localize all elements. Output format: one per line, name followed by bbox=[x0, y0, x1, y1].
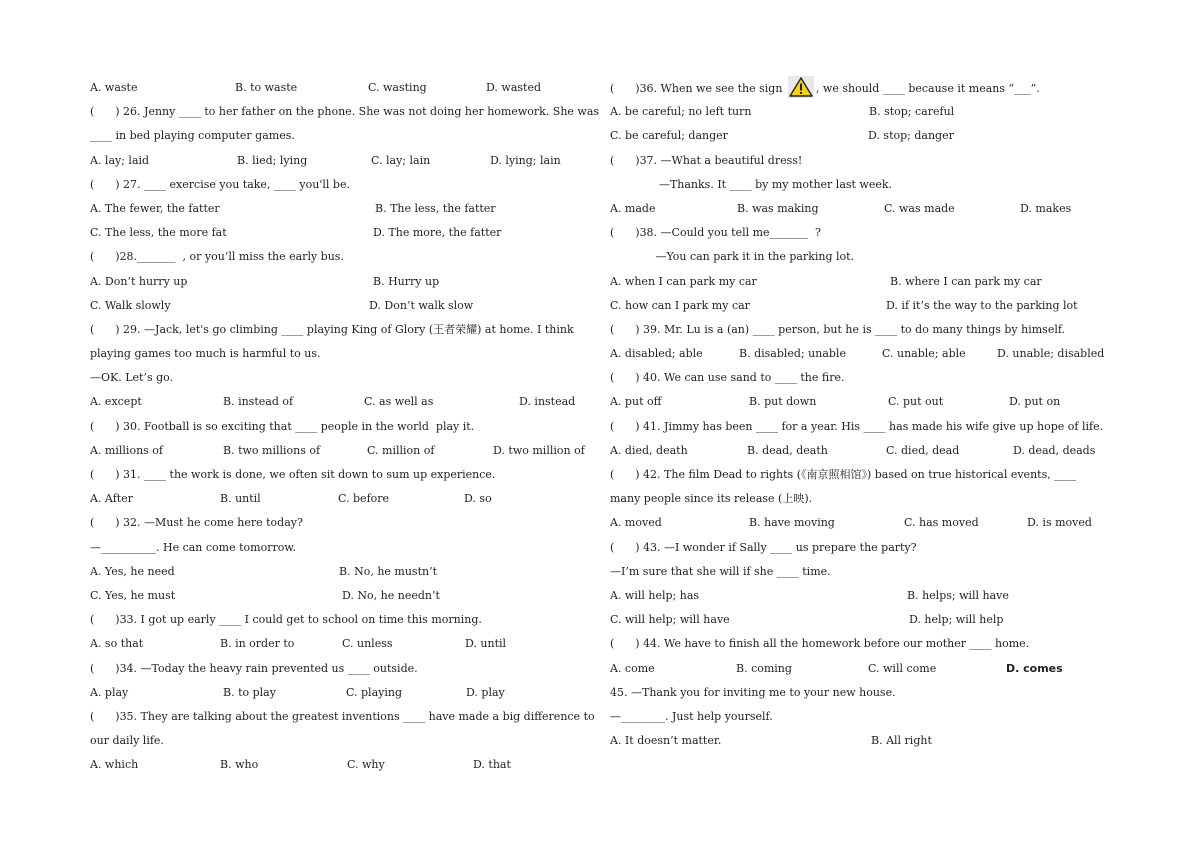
answer-option: B. All right bbox=[871, 734, 932, 748]
answer-options-row bbox=[90, 681, 590, 705]
answer-option: B. disabled; unable bbox=[739, 347, 846, 361]
answer-option: B. Hurry up bbox=[373, 274, 440, 288]
answer-option: A. be careful; no left turn bbox=[610, 105, 752, 119]
answer-option: C. playing bbox=[346, 685, 402, 699]
answer-option: A. made bbox=[610, 201, 656, 215]
answer-option: C. how can I park my car bbox=[610, 298, 750, 312]
answer-option: A. play bbox=[90, 685, 129, 699]
question-line: —OK. Let’s go. bbox=[90, 371, 174, 385]
question-line-with-sign bbox=[610, 76, 1110, 100]
answer-option: C. The less, the more fat bbox=[90, 226, 227, 240]
answer-option: A. died, death bbox=[610, 443, 688, 457]
answer-options-row bbox=[610, 197, 1110, 221]
answer-option: D. until bbox=[465, 637, 507, 651]
question-line: ( ) 32. —Must he come here today? bbox=[90, 516, 303, 530]
answer-option: D. stop; danger bbox=[868, 129, 954, 143]
question-line: ( )33. I got up early ____ I could get to school on time this morning. bbox=[90, 613, 482, 627]
answer-option: A. put off bbox=[610, 395, 662, 409]
answer-option: A. disabled; able bbox=[610, 347, 703, 361]
question-line: ( ) 44. We have to finish all the homework before our mother ____ home. bbox=[610, 637, 1030, 651]
answer-options-row bbox=[90, 294, 590, 318]
question-text: ( )36. When we see the sign bbox=[610, 82, 786, 95]
answer-options-row bbox=[610, 729, 1110, 753]
answer-options-row bbox=[90, 753, 590, 777]
answer-option: D. lying; lain bbox=[490, 153, 561, 167]
answer-option: C. Walk slowly bbox=[90, 298, 171, 312]
answer-option: B. to play bbox=[223, 685, 276, 699]
question-text: , we should ____ because it means “___”. bbox=[815, 82, 1040, 95]
answer-options-row bbox=[90, 149, 590, 173]
answer-option: B. put down bbox=[749, 395, 817, 409]
question-line: ( ) 29. —Jack, let's go climbing ____ playing King of Glory (王者荣耀) at home. I think bbox=[90, 322, 574, 336]
answer-option: A. when I can park my car bbox=[610, 274, 757, 288]
answer-option: D. unable; disabled bbox=[997, 347, 1105, 361]
answer-option: D. instead bbox=[519, 395, 576, 409]
answer-options-row bbox=[610, 511, 1110, 535]
answer-option: C. unable; able bbox=[882, 347, 966, 361]
answer-option: D. makes bbox=[1020, 201, 1072, 215]
answer-option: D. is moved bbox=[1027, 516, 1092, 530]
answer-option: B. who bbox=[220, 758, 259, 772]
answer-option: A. lay; laid bbox=[90, 153, 150, 167]
question-line: our daily life. bbox=[90, 734, 164, 748]
answer-option: B. helps; will have bbox=[907, 588, 1009, 602]
answer-option: C. unless bbox=[342, 637, 393, 651]
question-line: ( ) 42. The film Dead to rights (《南京照相馆》) based on true historical events, ____ bbox=[610, 468, 1077, 481]
question-line: ( )37. —What a beautiful dress! bbox=[610, 153, 803, 167]
answer-option: A. except bbox=[90, 395, 142, 409]
answer-option: B. stop; careful bbox=[869, 105, 955, 119]
answer-options-row bbox=[90, 270, 590, 294]
answer-option: D. The more, the fatter bbox=[373, 226, 502, 240]
answer-options-row bbox=[90, 197, 590, 221]
answer-option: A. waste bbox=[90, 81, 138, 94]
answer-option: D. if it’s the way to the parking lot bbox=[886, 298, 1078, 312]
answer-options-row bbox=[90, 487, 590, 511]
answer-option: B. have moving bbox=[749, 516, 835, 530]
answer-option: A. It doesn’t matter. bbox=[610, 734, 722, 748]
answer-option: A. Don’t hurry up bbox=[90, 274, 188, 288]
warning-sign-icon bbox=[788, 76, 814, 98]
answer-option: B. to waste bbox=[235, 81, 298, 94]
question-line: —I’m sure that she will if she ____ time. bbox=[610, 564, 831, 578]
question-line: ( )28._______ , or you’ll miss the early bus. bbox=[90, 250, 344, 264]
answer-option: C. put out bbox=[888, 395, 944, 409]
question-line: ( ) 27. ____ exercise you take, ____ you'll be. bbox=[90, 177, 350, 191]
answer-option: A. which bbox=[90, 758, 139, 772]
answer-option: B. two millions of bbox=[223, 443, 321, 457]
answer-option: C. be careful; danger bbox=[610, 129, 728, 143]
answer-options-row bbox=[610, 100, 1110, 124]
question-line: ( ) 39. Mr. Lu is a (an) ____ person, but he is ____ to do many things by himself. bbox=[610, 322, 1066, 336]
question-line: —You can park it in the parking lot. bbox=[610, 250, 855, 264]
left-question-column bbox=[90, 76, 600, 777]
answer-option: D. put on bbox=[1009, 395, 1061, 409]
answer-options-row bbox=[610, 608, 1110, 632]
answer-option: A. come bbox=[610, 661, 655, 675]
answer-option: C. will come bbox=[868, 661, 937, 675]
question-line: ( ) 31. ____ the work is done, we often sit down to sum up experience. bbox=[90, 468, 496, 481]
answer-option: B. where I can park my car bbox=[890, 274, 1042, 288]
answer-option: A. The fewer, the fatter bbox=[90, 201, 220, 215]
answer-option: A. millions of bbox=[90, 443, 163, 457]
answer-option: D. dead, deads bbox=[1013, 443, 1096, 457]
answer-options-row bbox=[610, 294, 1110, 318]
answer-option: A. so that bbox=[90, 637, 144, 651]
answer-option: B. lied; lying bbox=[237, 153, 308, 167]
answer-option: A. moved bbox=[610, 516, 662, 530]
answer-options-row bbox=[610, 342, 1110, 366]
question-line: ( ) 40. We can use sand to ____ the fire. bbox=[610, 371, 845, 385]
answer-options-row bbox=[90, 584, 590, 608]
answer-options-row bbox=[90, 76, 590, 100]
answer-options-row bbox=[610, 270, 1110, 294]
question-line: ____ in bed playing computer games. bbox=[90, 129, 295, 143]
question-line: —Thanks. It ____ by my mother last week. bbox=[610, 177, 893, 191]
answer-option: D. two million of bbox=[493, 443, 585, 457]
answer-option: B. was making bbox=[737, 201, 819, 215]
answer-option: B. in order to bbox=[220, 637, 295, 651]
answer-option: D. play bbox=[466, 685, 505, 699]
question-line: ( )35. They are talking about the greatest inventions ____ have made a big difference to bbox=[90, 709, 595, 723]
answer-options-row bbox=[610, 439, 1110, 463]
answer-option: D. Don’t walk slow bbox=[369, 298, 474, 312]
question-line: —__________. He can come tomorrow. bbox=[90, 540, 296, 554]
answer-option: B. coming bbox=[736, 661, 792, 675]
answer-option: C. million of bbox=[367, 443, 435, 457]
question-line: ( ) 43. —I wonder if Sally ____ us prepare the party? bbox=[610, 540, 917, 554]
answer-option: D. No, he needn’t bbox=[342, 588, 440, 602]
question-line: ( ) 26. Jenny ____ to her father on the phone. She was not doing her homework. She was bbox=[90, 105, 600, 119]
answer-option: C. as well as bbox=[364, 395, 434, 409]
answer-option: A. Yes, he need bbox=[90, 564, 175, 578]
answer-option: B. instead of bbox=[223, 395, 294, 409]
answer-options-row bbox=[90, 221, 590, 245]
answer-option: D. that bbox=[473, 758, 511, 772]
answer-option: B. The less, the fatter bbox=[375, 201, 496, 215]
answer-option: C. Yes, he must bbox=[90, 588, 176, 602]
answer-option: A. After bbox=[90, 492, 133, 506]
answer-options-row bbox=[610, 657, 1110, 681]
question-line: ( ) 30. Football is so exciting that ____ people in the world play it. bbox=[90, 419, 475, 433]
answer-option: C. wasting bbox=[368, 81, 427, 94]
answer-options-row bbox=[610, 390, 1110, 414]
answer-options-row bbox=[610, 584, 1110, 608]
answer-options-row bbox=[90, 390, 590, 414]
answer-option: B. No, he mustn’t bbox=[339, 564, 437, 578]
answer-option: C. lay; lain bbox=[371, 153, 431, 167]
answer-options-row bbox=[90, 439, 590, 463]
question-line: playing games too much is harmful to us. bbox=[90, 347, 321, 361]
answer-option: C. before bbox=[338, 492, 390, 506]
answer-option: C. has moved bbox=[904, 516, 979, 530]
answer-option: C. died, dead bbox=[886, 443, 960, 457]
question-line: ( ) 41. Jimmy has been ____ for a year. His ____ has made his wife give up hope of life. bbox=[610, 419, 1104, 433]
answer-options-row bbox=[610, 124, 1110, 148]
answer-option: D. wasted bbox=[486, 81, 542, 94]
question-line: 45. —Thank you for inviting me to your new house. bbox=[610, 685, 896, 699]
answer-options-row bbox=[90, 632, 590, 656]
right-question-column bbox=[610, 76, 1110, 753]
question-line: ( )34. —Today the heavy rain prevented us ____ outside. bbox=[90, 661, 418, 675]
answer-option: C. why bbox=[347, 758, 385, 772]
question-line: —________. Just help yourself. bbox=[610, 709, 773, 723]
answer-option: B. dead, death bbox=[747, 443, 828, 457]
answer-options-row bbox=[90, 560, 590, 584]
answer-option: C. will help; will have bbox=[610, 613, 730, 627]
question-line: ( )38. —Could you tell me_______ ? bbox=[610, 226, 821, 240]
answer-option: B. until bbox=[220, 492, 261, 506]
answer-option: D. so bbox=[464, 492, 492, 506]
answer-option: D. help; will help bbox=[909, 613, 1004, 627]
question-line: many people since its release (上映). bbox=[610, 492, 813, 506]
answer-option: A. will help; has bbox=[610, 588, 700, 602]
answer-option: C. was made bbox=[884, 201, 955, 215]
answer-option: D. comes bbox=[1006, 661, 1063, 675]
